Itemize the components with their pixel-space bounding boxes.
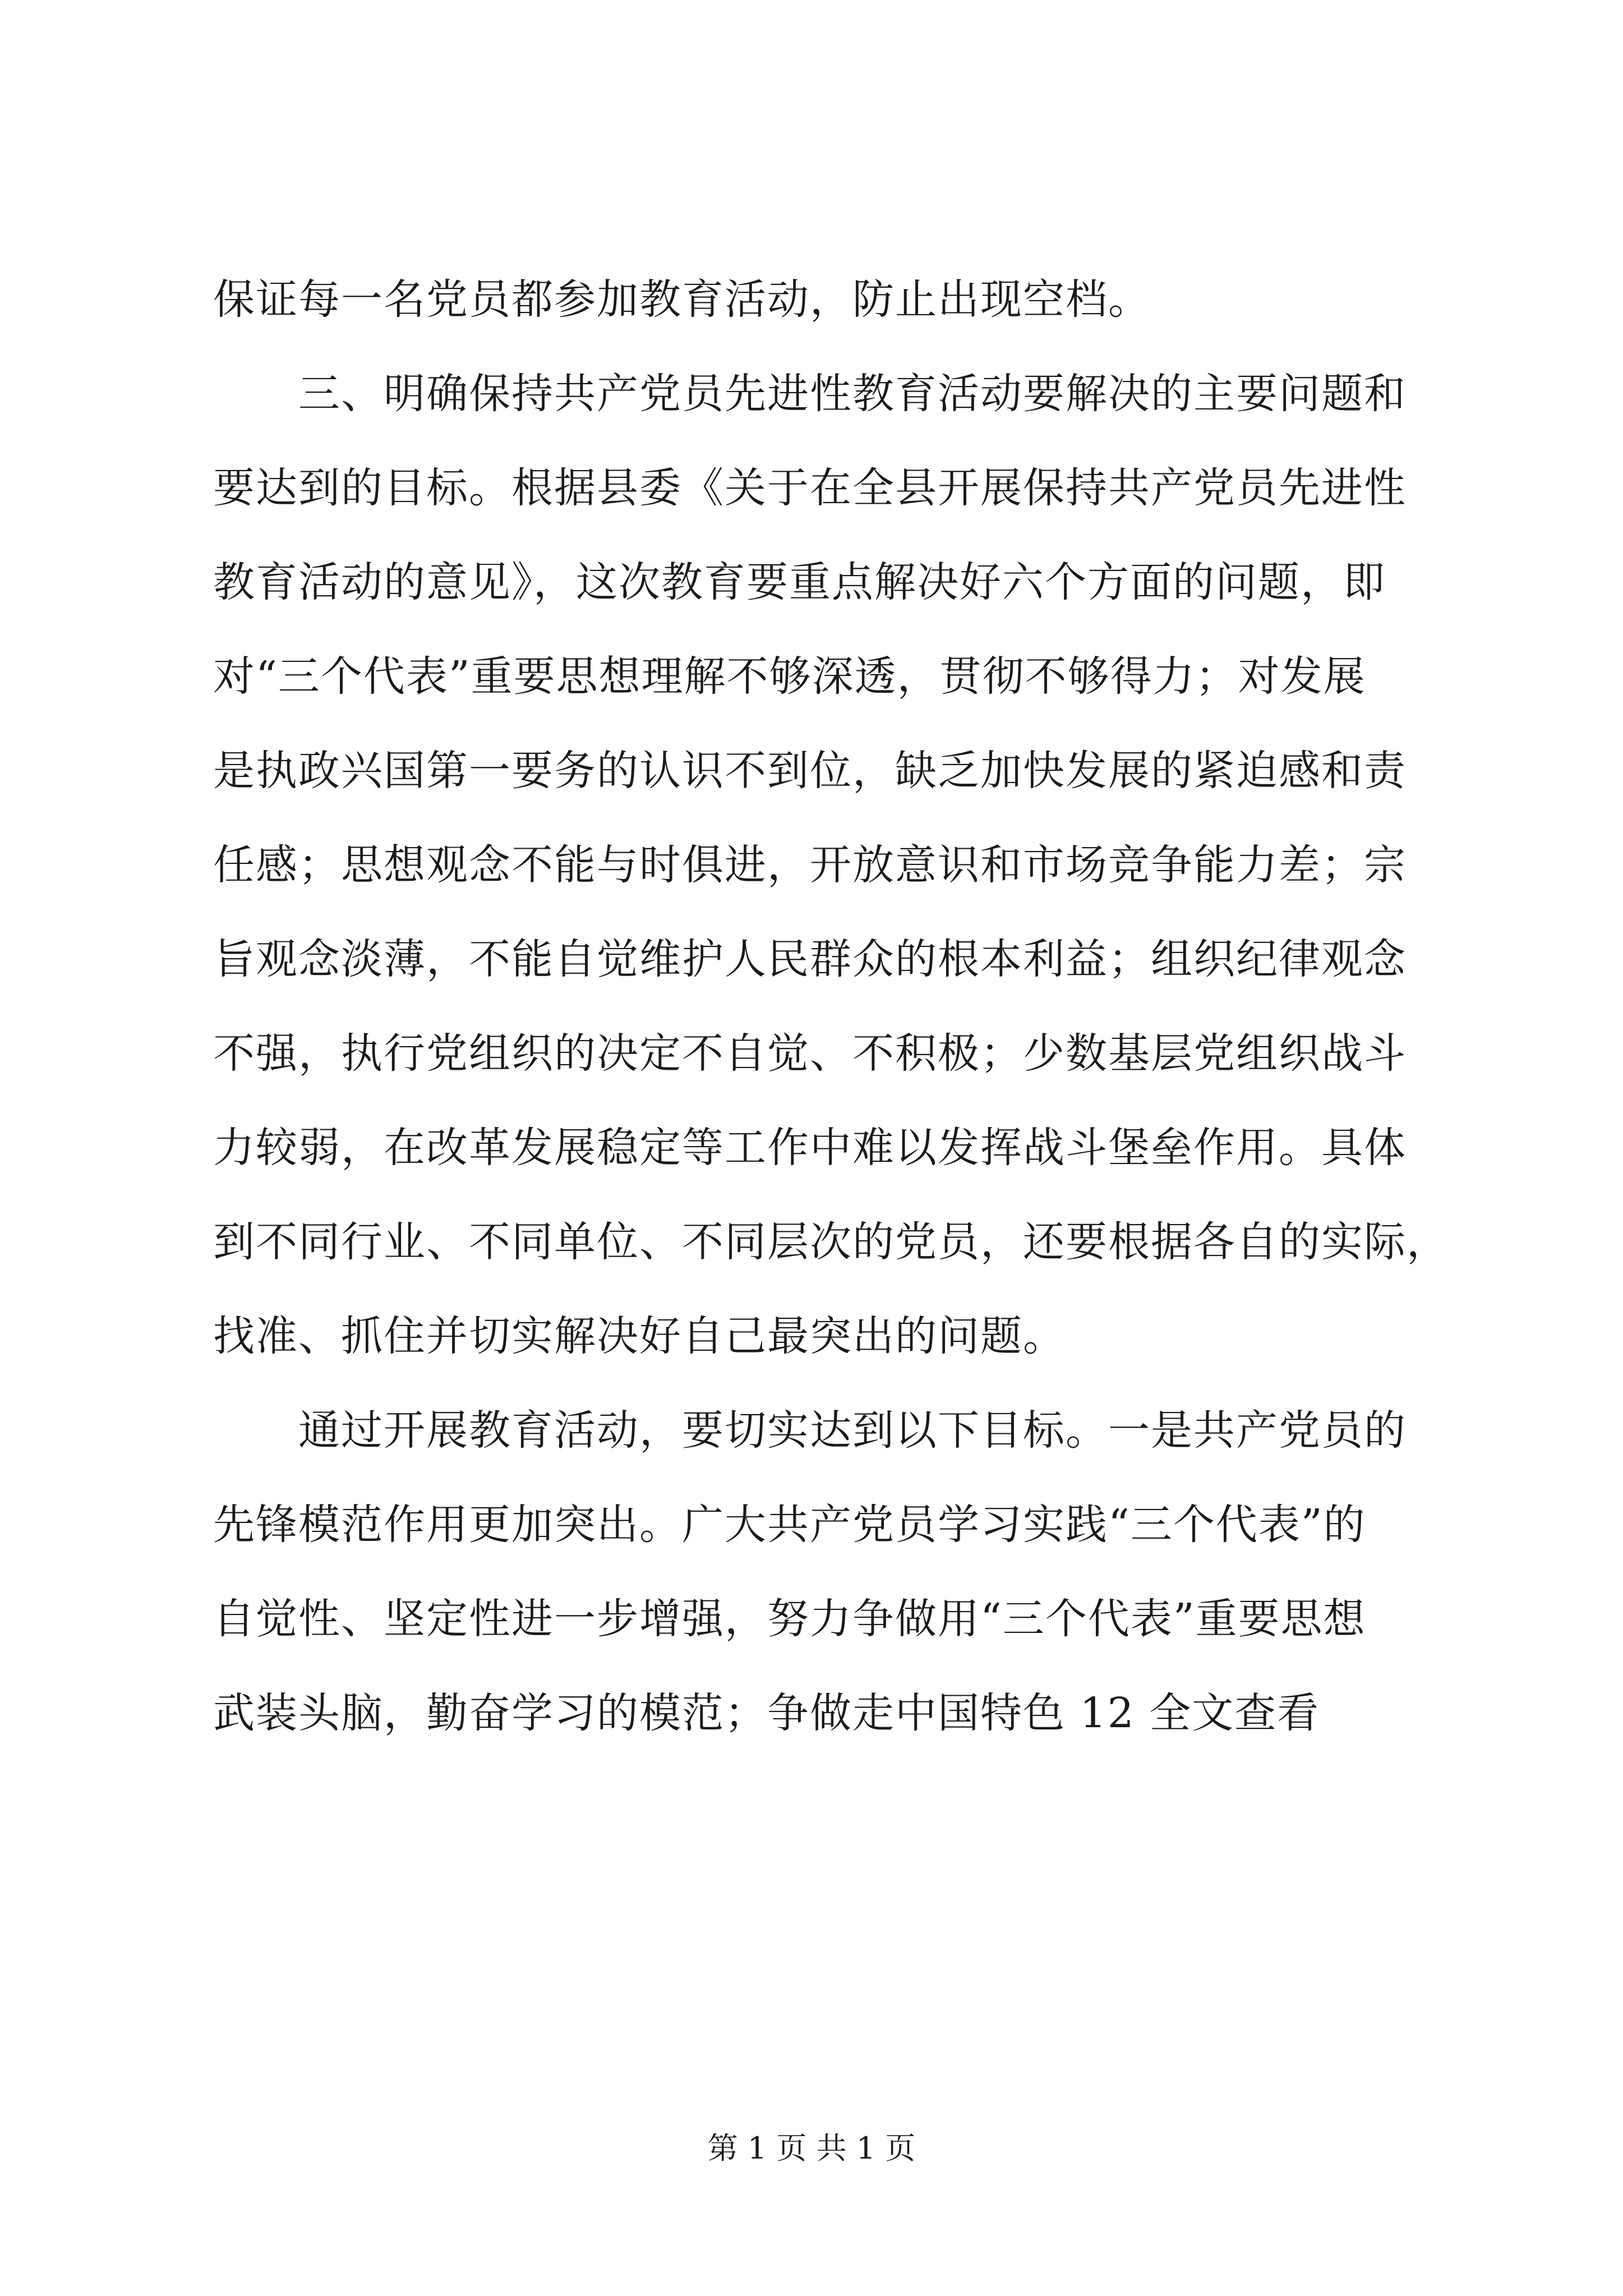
text-line: 找准、抓住并切实解决好自己最突出的问题。 <box>213 1312 1066 1360</box>
text-line: 自觉性、坚定性进一步增强，努力争做用“三个代表”重要思想 <box>213 1595 1366 1643</box>
body-text <box>213 252 1449 1760</box>
page-indicator: 第 1 页 共 1 页 <box>707 2131 916 2166</box>
text-line: 武装头脑，勤奋学习的模范；争做走中国特色 12 全文查看 <box>213 1689 1320 1737</box>
text-line: 教育活动的意见》，这次教育要重点解决好六个方面的问题，即 <box>213 558 1386 606</box>
text-line: 到不同行业、不同单位、不同层次的党员，还要根据各自的实际， <box>213 1218 1449 1266</box>
text-line: 任感；思想观念不能与时俱进，开放意识和市场竞争能力差；宗 <box>213 841 1407 889</box>
text-line: 先锋模范作用更加突出。广大共产党员学习实践“三个代表”的 <box>213 1501 1366 1549</box>
text-line: 通过开展教育活动，要切实达到以下目标。一是共产党员的 <box>213 1406 1407 1455</box>
text-line: 旨观念淡薄，不能自觉维护人民群众的根本利益；组织纪律观念 <box>213 935 1407 983</box>
text-line: 三、明确保持共产党员先进性教育活动要解决的主要问题和 <box>213 370 1407 418</box>
text-line: 对“三个代表”重要思想理解不够深透，贯彻不够得力；对发展 <box>213 652 1366 701</box>
page-footer <box>0 2129 1623 2168</box>
text-line: 是执政兴国第一要务的认识不到位，缺乏加快发展的紧迫感和责 <box>213 747 1407 795</box>
text-line: 不强，执行党组织的决定不自觉、不积极；少数基层党组织战斗 <box>213 1029 1407 1078</box>
text-line: 保证每一名党员都参加教育活动，防止出现空档。 <box>213 275 1151 324</box>
text-line: 要达到的目标。根据县委《关于在全县开展保持共产党员先进性 <box>213 464 1407 512</box>
text-line: 力较弱，在改革发展稳定等工作中难以发挥战斗堡垒作用。具体 <box>213 1124 1407 1172</box>
